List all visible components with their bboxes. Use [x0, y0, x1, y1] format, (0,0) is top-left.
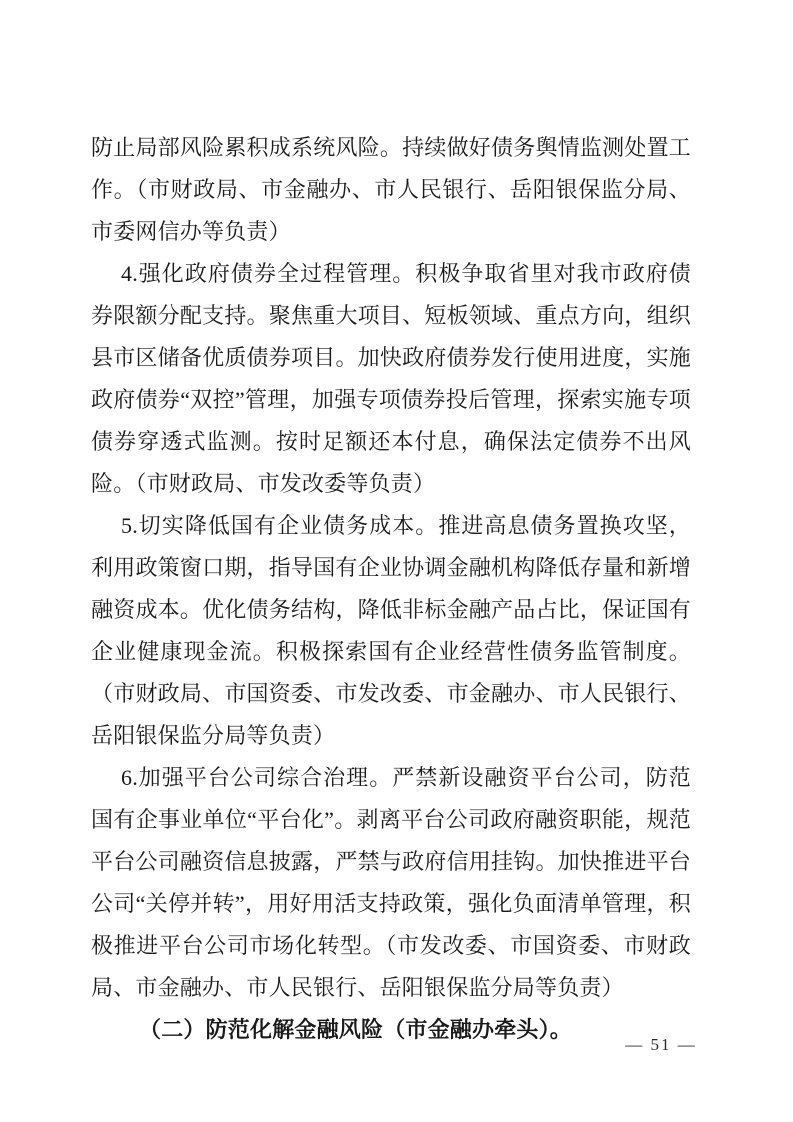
- section-heading-financial-risk: （二）防范化解金融风险（市金融办牵头）。: [139, 1017, 573, 1042]
- paragraph-item-5-soe-debt-cost: 5.切实降低国有企业债务成本。推进高息债务置换攻坚，利用政策窗口期，指导国有企业协调金融机构降低存量和新增融资成本。优化债务结构，降低非标金融产品占比，保证国有企业健康现金流。积极探索国有企业经营性债务监管制度。（市财政局、市国资委、市发改委、市金融办、市人民银行、岳阳银保监分局等负责）: [91, 513, 691, 748]
- paragraph-item-6-platform-companies: 6.加强平台公司综合治理。严禁新设融资平台公司，防范国有企事业单位“平台化”。剥离平台公司政府融资职能，规范平台公司融资信息披露，严禁与政府信用挂钩。加快推进平台公司“关停并转”，用好用活支持政策，强化负面清单管理，积极推进平台公司市场化转型。（市发改委、市国资委、市财政局、市金融办、市人民银行、岳阳银保监分局等负责）: [91, 765, 691, 1000]
- paragraph-item-4-government-bonds: 4.强化政府债券全过程管理。积极争取省里对我市政府债券限额分配支持。聚焦重大项目、短板领域、重点方向，组织县市区储备优质债券项目。加快政府债券发行使用进度，实施政府债券“双控”管理，加强专项债券投后管理，探索实施专项债券穿透式监测。按时足额还本付息，确保法定债券不出风险。（市财政局、市发改委等负责）: [91, 261, 691, 496]
- text-block: [91, 127, 691, 1051]
- page-number: — 51 —: [625, 1035, 697, 1054]
- paragraph-debt-risk-continuation: 防止局部风险累积成系统风险。持续做好债务舆情监测处置工作。（市财政局、市金融办、市人民银行、岳阳银保监分局、市委网信办等负责）: [91, 135, 691, 244]
